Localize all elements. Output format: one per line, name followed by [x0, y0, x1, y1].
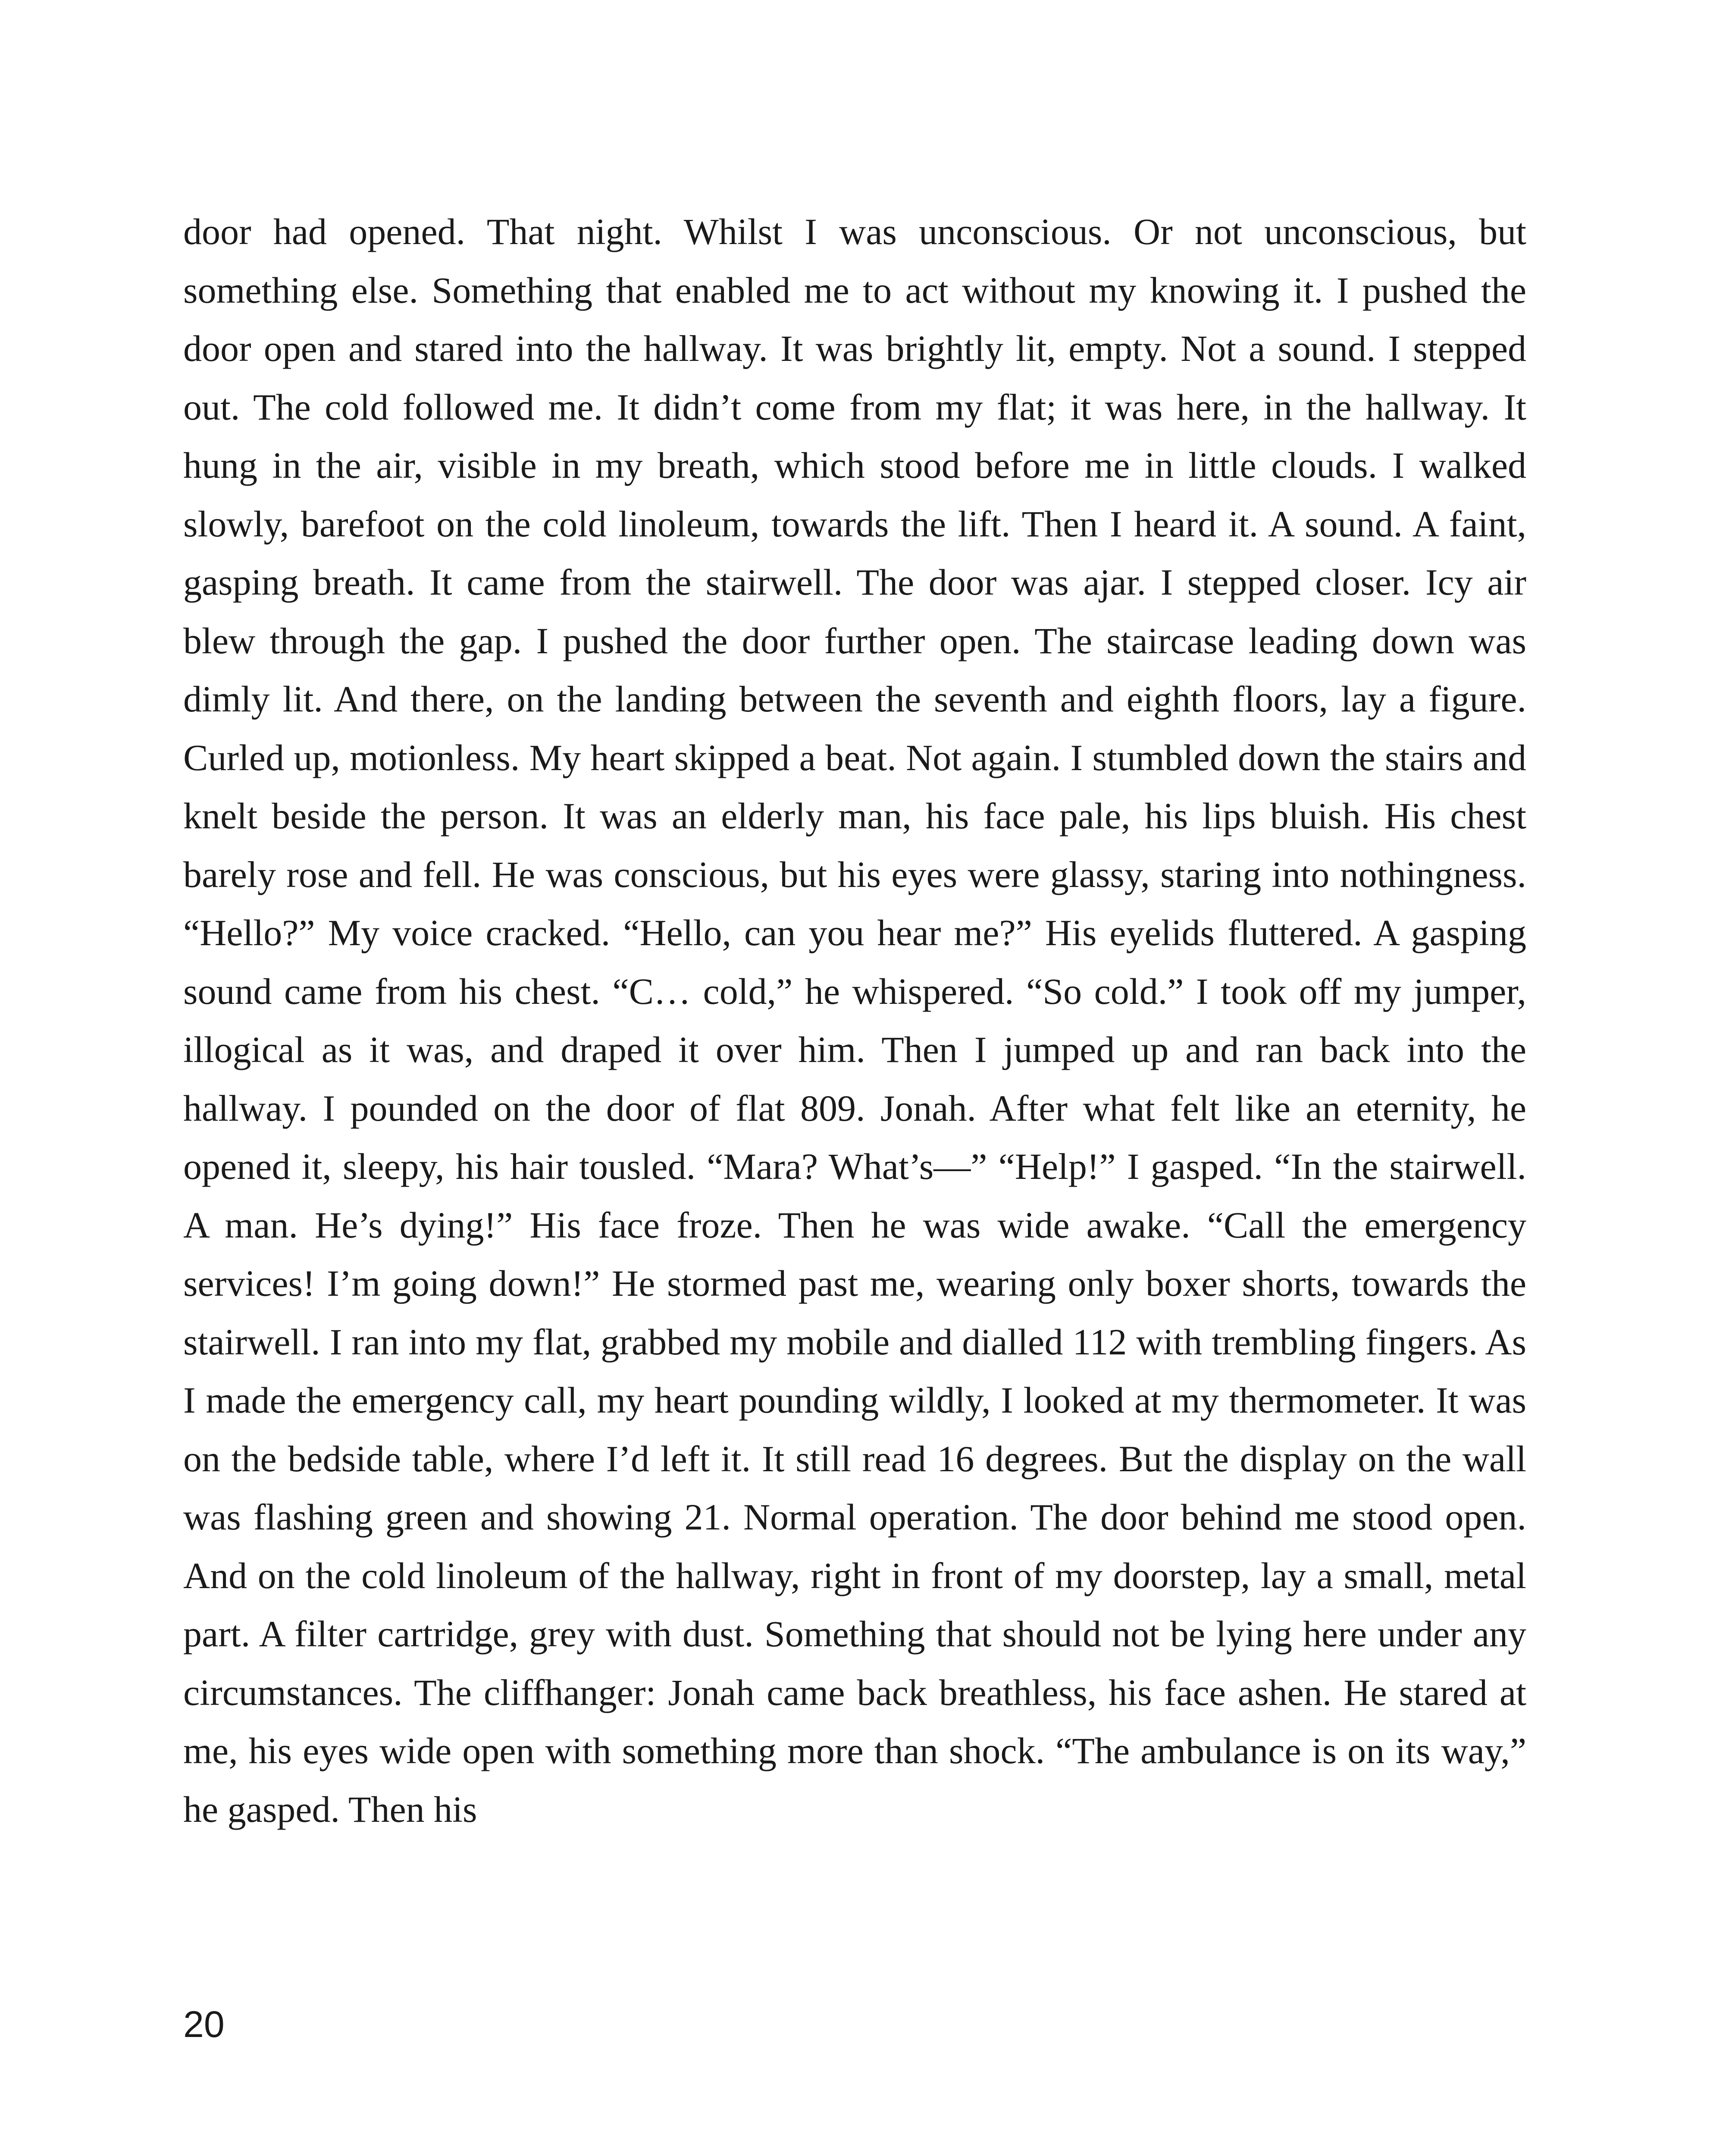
page-number: 20 — [183, 2004, 225, 2045]
body-paragraph: door had opened. That night. Whilst I was unconscious. Or not unconscious, but something else. Something that enabled me to act without my knowing it. I pushed the door open and stared into the hallway. It was brightly lit, empty. Not a sound. I stepped out. The cold followed me. It didn’t come from my flat; it was here, in the hallway. It hung in the air, visible in my breath, which stood before me in little clouds. I walked slowly, barefoot on the cold linoleum, towards the lift. Then I heard it. A sound. A faint, gasping breath. It came from the stairwell. The door was ajar. I stepped closer. Icy air blew through the gap. I pushed the door further open. The staircase leading down was dimly lit. And there, on the landing between the seventh and eighth floors, lay a figure. Curled up, motionless. My heart skipped a beat. Not again. I stumbled down the stairs and knelt beside the person. It was an elderly man, his face pale, his lips bluish. His chest barely rose and fell. He was conscious, but his eyes were glassy, staring into nothingness. “Hello?” My voice cracked. “Hello, can you hear me?” His eyelids fluttered. A gasping sound came from his chest. “C… cold,” he whispered. “So cold.” I took off my jumper, illogical as it was, and draped it over him. Then I jumped up and ran back into the hallway. I pounded on the door of flat 809. Jonah. After what felt like an eternity, he opened it, sleepy, his hair tousled. “Mara? What’s—” “Help!” I gasped. “In the stairwell. A man. He’s dying!” His face froze. Then he was wide awake. “Call the emergency services! I’m going down!” He stormed past me, wearing only boxer shorts, towards the stairwell. I ran into my flat, grabbed my mobile and dialled 112 with trembling fingers. As I made the emergency call, my heart pounding wildly, I looked at my thermometer. It was on the bedside table, where I’d left it. It still read 16 degrees. But the display on the wall was flashing green and showing 21. Normal operation. The door behind me stood open. And on the cold linoleum of the hallway, right in front of my doorstep, lay a small, metal part. A filter cartridge, grey with dust. Something that should not be lying here under any circumstances. The cliffhanger: Jonah came back breathless, his face ashen. He stared at me, his eyes wide open with something more than shock. “The ambulance is on its way,” he gasped. Then his — [183, 211, 1526, 1830]
